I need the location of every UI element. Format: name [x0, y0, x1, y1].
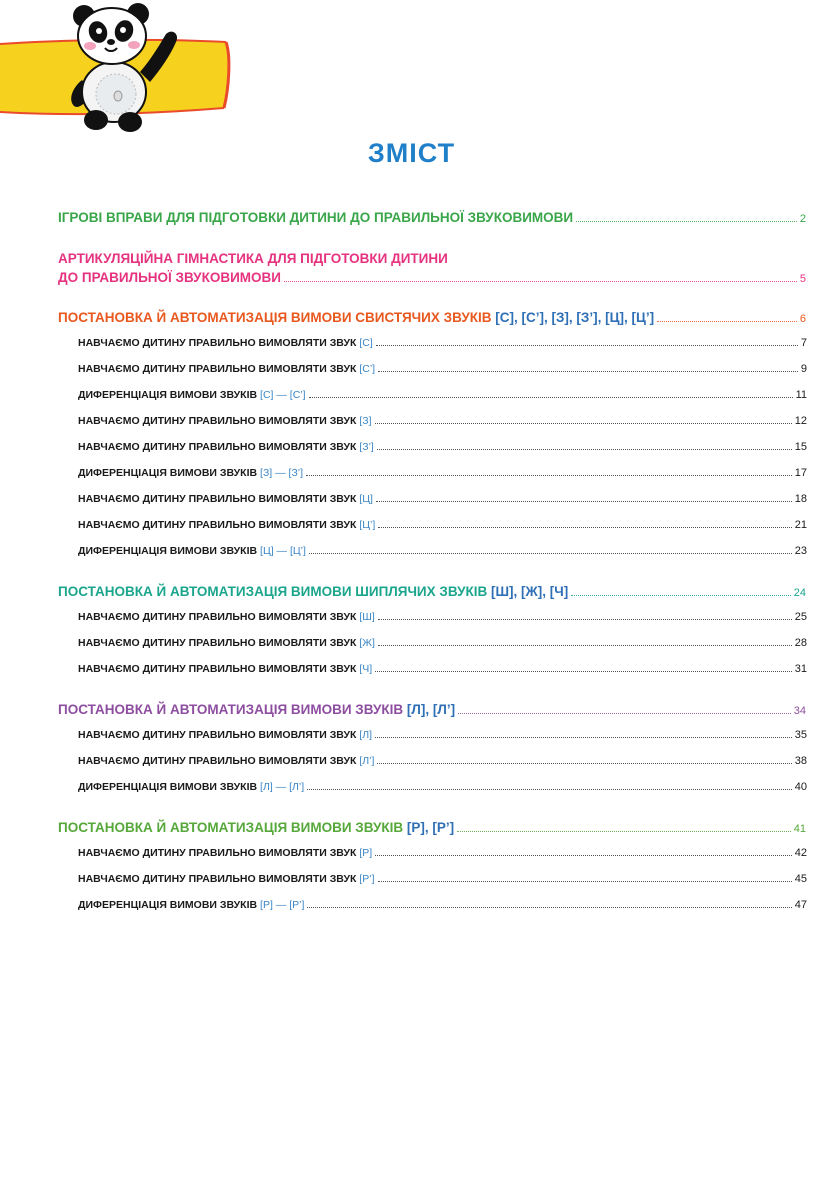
leader-dots	[377, 763, 791, 764]
leader-dots	[657, 321, 797, 322]
toc-page-number: 11	[795, 389, 807, 401]
toc-page-number: 12	[794, 415, 807, 427]
toc-sounds: [З’]	[359, 441, 374, 453]
toc-subitem[interactable]	[0, 637, 823, 649]
toc-page-number: 28	[794, 637, 807, 649]
toc-label: ДИФЕРЕНЦІАЦІЯ ВИМОВИ ЗВУКІВ	[78, 467, 258, 479]
leader-dots	[378, 645, 792, 646]
toc-subitem[interactable]	[0, 441, 823, 453]
leader-dots	[284, 281, 797, 282]
toc-sounds: [З]	[359, 415, 372, 427]
toc-label: ДИФЕРЕНЦІАЦІЯ ВИМОВИ ЗВУКІВ	[78, 899, 258, 911]
toc-sounds: [Ц’]	[359, 519, 376, 531]
toc-section-game-exercises[interactable]	[0, 210, 823, 225]
toc-subitem[interactable]	[0, 611, 823, 623]
toc-label: АРТИКУЛЯЦІЙНА ГІМНАСТИКА ДЛЯ ПІДГОТОВКИ ДИТИНИ	[58, 251, 448, 266]
toc-page-number: 24	[793, 587, 806, 599]
page-title: ЗМІСТ	[367, 138, 456, 168]
toc-sounds: [Р]	[359, 847, 373, 859]
toc-page-number: 45	[794, 873, 807, 885]
toc-label: ДИФЕРЕНЦІАЦІЯ ВИМОВИ ЗВУКІВ	[78, 545, 258, 557]
toc-sounds: [С]	[359, 337, 373, 349]
toc-subitem[interactable]	[0, 545, 823, 557]
toc-sounds: [Ш], [Ж], [Ч]	[490, 584, 569, 599]
toc-label: НАВЧАЄМО ДИТИНУ ПРАВИЛЬНО ВИМОВЛЯТИ ЗВУК	[78, 493, 357, 505]
toc-label: НАВЧАЄМО ДИТИНУ ПРАВИЛЬНО ВИМОВЛЯТИ ЗВУК	[78, 611, 357, 623]
leader-dots	[309, 553, 792, 554]
toc-subitem[interactable]	[0, 755, 823, 767]
toc-page-number: 5	[799, 273, 806, 285]
toc-page-number: 2	[799, 213, 806, 225]
toc-section-hissing[interactable]	[0, 584, 823, 599]
toc-label: НАВЧАЄМО ДИТИНУ ПРАВИЛЬНО ВИМОВЛЯТИ ЗВУК	[78, 441, 357, 453]
toc-sounds: [Р’]	[359, 873, 375, 885]
leader-dots	[376, 501, 792, 502]
leader-dots	[307, 789, 792, 790]
toc-label: НАВЧАЄМО ДИТИНУ ПРАВИЛЬНО ВИМОВЛЯТИ ЗВУК	[78, 415, 357, 427]
toc-label: НАВЧАЄМО ДИТИНУ ПРАВИЛЬНО ВИМОВЛЯТИ ЗВУК	[78, 637, 357, 649]
toc-page-number: 18	[794, 493, 807, 505]
toc-sounds: [Ц]	[359, 493, 373, 505]
toc-section-articulation[interactable]	[0, 270, 823, 285]
toc-label: НАВЧАЄМО ДИТИНУ ПРАВИЛЬНО ВИМОВЛЯТИ ЗВУК	[78, 519, 357, 531]
toc-subitem[interactable]	[0, 899, 823, 911]
leader-dots	[375, 855, 792, 856]
leader-dots	[309, 397, 793, 398]
toc-label: НАВЧАЄМО ДИТИНУ ПРАВИЛЬНО ВИМОВЛЯТИ ЗВУК	[78, 847, 357, 859]
leader-dots	[375, 423, 792, 424]
toc-page-number: 38	[794, 755, 807, 767]
toc-page-number: 34	[793, 705, 806, 717]
toc-label: НАВЧАЄМО ДИТИНУ ПРАВИЛЬНО ВИМОВЛЯТИ ЗВУК	[78, 729, 357, 741]
leader-dots	[306, 475, 792, 476]
toc-label: ДО ПРАВИЛЬНОЇ ЗВУКОВИМОВИ	[58, 270, 281, 285]
toc-sounds: [С’]	[359, 363, 376, 375]
toc-subitem[interactable]	[0, 337, 823, 349]
toc-subitem[interactable]	[0, 663, 823, 675]
toc-page-number: 40	[794, 781, 807, 793]
toc-sounds: [Л]	[359, 729, 373, 741]
toc-label: НАВЧАЄМО ДИТИНУ ПРАВИЛЬНО ВИМОВЛЯТИ ЗВУК	[78, 363, 357, 375]
toc-subitem[interactable]	[0, 415, 823, 427]
leader-dots	[375, 737, 792, 738]
toc-sounds: [Л], [Л’]	[406, 702, 456, 717]
toc-page-number: 15	[794, 441, 807, 453]
toc-label: ПОСТАНОВКА Й АВТОМАТИЗАЦІЯ ВИМОВИ ЗВУКІВ	[58, 820, 404, 835]
toc-subitem[interactable]	[0, 781, 823, 793]
toc-label: НАВЧАЄМО ДИТИНУ ПРАВИЛЬНО ВИМОВЛЯТИ ЗВУК	[78, 873, 357, 885]
toc-label: ІГРОВІ ВПРАВИ ДЛЯ ПІДГОТОВКИ ДИТИНИ ДО ПРАВИЛЬНОЇ ЗВУКОВИМОВИ	[58, 210, 574, 225]
toc-label: ДИФЕРЕНЦІАЦІЯ ВИМОВИ ЗВУКІВ	[78, 781, 258, 793]
toc-label: ПОСТАНОВКА Й АВТОМАТИЗАЦІЯ ВИМОВИ ШИПЛЯЧИХ ЗВУКІВ	[58, 584, 488, 599]
toc-subitem[interactable]	[0, 493, 823, 505]
toc-section-whistling[interactable]	[0, 310, 823, 325]
leader-dots	[457, 831, 791, 832]
toc-page-number: 47	[794, 899, 807, 911]
toc-page-number: 31	[794, 663, 807, 675]
toc-label: ПОСТАНОВКА Й АВТОМАТИЗАЦІЯ ВИМОВИ СВИСТЯЧИХ ЗВУКІВ	[58, 310, 492, 325]
toc-sounds: [Ч]	[359, 663, 373, 675]
leader-dots	[307, 907, 791, 908]
leader-dots	[571, 595, 791, 596]
toc-page-number: 42	[794, 847, 807, 859]
toc-page-number: 17	[794, 467, 807, 479]
toc-sounds: [З] — [З’]	[260, 467, 304, 479]
toc-page-number: 6	[799, 313, 806, 325]
toc-label: НАВЧАЄМО ДИТИНУ ПРАВИЛЬНО ВИМОВЛЯТИ ЗВУК	[78, 663, 357, 675]
toc-sounds: [С], [С’], [З], [З’], [Ц], [Ц’]	[495, 310, 655, 325]
toc-sounds: [Ш]	[359, 611, 375, 623]
leader-dots	[376, 345, 798, 346]
toc-subitem[interactable]	[0, 467, 823, 479]
toc-label: НАВЧАЄМО ДИТИНУ ПРАВИЛЬНО ВИМОВЛЯТИ ЗВУК	[78, 337, 357, 349]
toc-label: НАВЧАЄМО ДИТИНУ ПРАВИЛЬНО ВИМОВЛЯТИ ЗВУК	[78, 755, 357, 767]
toc-page-number: 25	[794, 611, 807, 623]
toc-page-number: 41	[793, 823, 806, 835]
toc-page-number: 23	[794, 545, 807, 557]
toc-subitem[interactable]	[0, 519, 823, 531]
toc-subitem[interactable]	[0, 873, 823, 885]
leader-dots	[378, 527, 791, 528]
toc-sounds: [С] — [С’]	[260, 389, 306, 401]
toc-page-number: 9	[800, 363, 807, 375]
leader-dots	[458, 713, 791, 714]
toc-section-l-sounds[interactable]	[0, 702, 823, 717]
toc-label: ДИФЕРЕНЦІАЦІЯ ВИМОВИ ЗВУКІВ	[78, 389, 258, 401]
toc-label: ПОСТАНОВКА Й АВТОМАТИЗАЦІЯ ВИМОВИ ЗВУКІВ	[58, 702, 404, 717]
toc-sounds: [Ц] — [Ц’]	[260, 545, 306, 557]
leader-dots	[378, 881, 792, 882]
toc-sounds: [Л’]	[359, 755, 375, 767]
toc-sounds: [Л] — [Л’]	[260, 781, 305, 793]
toc-sounds: [Р] — [Р’]	[260, 899, 305, 911]
toc-sounds: [Ж]	[359, 637, 375, 649]
toc-subitem[interactable]	[0, 363, 823, 375]
toc-page-number: 35	[794, 729, 807, 741]
toc-section-r-sounds[interactable]	[0, 820, 823, 835]
toc-subitem[interactable]	[0, 389, 823, 401]
toc-subitem[interactable]	[0, 729, 823, 741]
leader-dots	[378, 371, 798, 372]
toc-section-articulation-line1[interactable]	[58, 248, 448, 270]
toc-page-number: 21	[794, 519, 807, 531]
leader-dots	[576, 221, 797, 222]
toc-subitem[interactable]	[0, 847, 823, 859]
toc-sounds: [Р], [Р’]	[406, 820, 455, 835]
leader-dots	[377, 449, 792, 450]
leader-dots	[375, 671, 792, 672]
leader-dots	[378, 619, 792, 620]
toc-page-number: 7	[800, 337, 807, 349]
